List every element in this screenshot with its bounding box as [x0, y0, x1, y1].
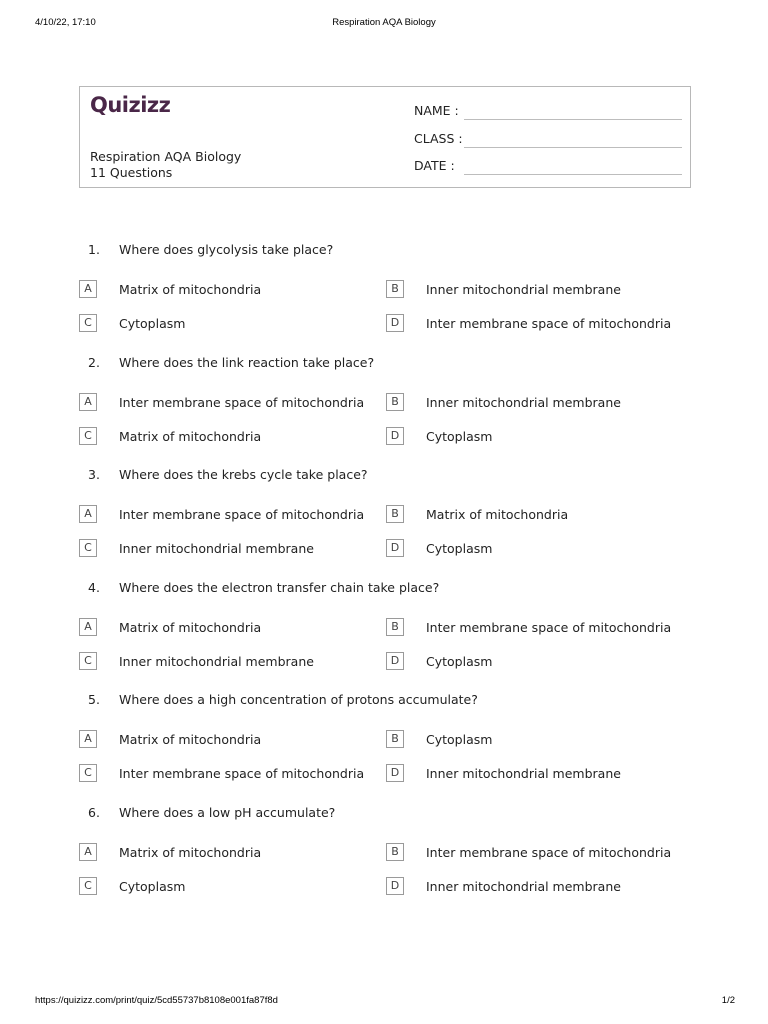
option-letter-box: D [386, 427, 404, 445]
option-text: Cytoplasm [426, 428, 493, 444]
option-letter-box: C [79, 427, 97, 445]
question-number: 3. [88, 467, 100, 482]
question-text [79, 465, 368, 485]
option-text: Inter membrane space of mitochondria [119, 394, 365, 410]
option-letter-box: D [386, 764, 404, 782]
question-prompt: Where does glycolysis take place? [119, 242, 334, 257]
quiz-header-box [79, 86, 691, 188]
date-field [414, 156, 682, 184]
option-text: Matrix of mitochondria [426, 507, 569, 522]
question-number: 2. [88, 354, 100, 370]
question-prompt: Where does a low pH accumulate? [119, 804, 336, 820]
option-text: Matrix of mitochondria [119, 282, 262, 297]
option-letter-box: B [386, 280, 404, 298]
option-letter-box: C [79, 652, 97, 670]
option-text: Inner mitochondrial membrane [426, 394, 621, 410]
option-text: Cytoplasm [119, 316, 186, 331]
option-letter-box: C [79, 877, 97, 895]
page-number: 1/2 [721, 995, 735, 1006]
name-field [414, 101, 682, 129]
question-3 [79, 465, 691, 578]
question-2 [79, 353, 691, 466]
option-text: Cytoplasm [119, 878, 186, 894]
option-letter-box: D [386, 877, 404, 895]
option-letter-box: B [386, 393, 404, 411]
option-letter-box: D [386, 314, 404, 332]
option-text: Inter membrane space of mitochondria [119, 507, 365, 522]
option-letter-box: A [79, 618, 97, 636]
question-prompt: Where does the electron transfer chain take place? [119, 579, 440, 595]
class-line [464, 147, 682, 148]
option-text: Cytoplasm [426, 541, 493, 556]
question-prompt: Where does a high concentration of protons accumulate? [119, 692, 478, 707]
question-count: 11 Questions [90, 165, 173, 180]
option-text: Inter membrane space of mitochondria [119, 766, 365, 781]
question-4 [79, 578, 691, 691]
option-text: Matrix of mitochondria [119, 428, 262, 444]
print-url: https://quizizz.com/print/quiz/5cd55737b8108e001fa87f8d [35, 995, 278, 1006]
question-text [79, 690, 478, 710]
quiz-title-block [90, 149, 241, 181]
date-line [464, 174, 682, 175]
print-datetime: 4/10/22, 17:10 [35, 17, 96, 28]
option-letter-box: B [386, 505, 404, 523]
print-header [0, 17, 768, 31]
quiz-title: Respiration AQA Biology [90, 149, 242, 164]
option-letter-box: D [386, 652, 404, 670]
question-prompt: Where does the krebs cycle take place? [119, 467, 368, 482]
option-letter-box: A [79, 280, 97, 298]
option-text: Cytoplasm [426, 653, 493, 669]
question-text [79, 240, 333, 260]
date-label: DATE : [414, 158, 455, 173]
option-text: Inner mitochondrial membrane [426, 766, 621, 781]
option-letter-box: D [386, 539, 404, 557]
question-5 [79, 690, 691, 803]
question-prompt: Where does the link reaction take place? [119, 354, 375, 370]
question-number: 4. [88, 579, 100, 595]
option-letter-box: C [79, 314, 97, 332]
class-field [414, 129, 682, 157]
option-letter-box: B [386, 730, 404, 748]
option-text: Inter membrane space of mitochondria [426, 316, 672, 331]
option-text: Matrix of mitochondria [119, 844, 262, 860]
option-letter-box: A [79, 393, 97, 411]
option-text: Inner mitochondrial membrane [426, 282, 621, 297]
option-text: Inner mitochondrial membrane [119, 653, 314, 669]
option-text: Cytoplasm [426, 732, 493, 747]
question-list [79, 240, 691, 915]
option-text: Matrix of mitochondria [119, 732, 262, 747]
student-fields [414, 101, 682, 184]
quizizz-logo: Quizizz [90, 93, 171, 117]
option-text: Inter membrane space of mitochondria [426, 619, 672, 635]
option-text: Inner mitochondrial membrane [426, 878, 621, 894]
option-letter-box: A [79, 505, 97, 523]
option-text: Matrix of mitochondria [119, 619, 262, 635]
class-label: CLASS : [414, 130, 463, 146]
option-text: Inner mitochondrial membrane [119, 541, 314, 556]
print-footer [0, 995, 768, 1009]
option-letter-box: B [386, 843, 404, 861]
question-1 [79, 240, 691, 353]
question-text [79, 803, 335, 823]
question-number: 6. [88, 804, 100, 820]
print-title: Respiration AQA Biology [332, 17, 436, 28]
option-letter-box: C [79, 539, 97, 557]
option-letter-box: A [79, 730, 97, 748]
option-letter-box: C [79, 764, 97, 782]
name-label: NAME : [414, 103, 459, 118]
option-letter-box: A [79, 843, 97, 861]
question-6 [79, 803, 691, 916]
question-text [79, 578, 439, 598]
question-number: 1. [88, 242, 100, 257]
option-text: Inter membrane space of mitochondria [426, 844, 672, 860]
question-text [79, 353, 374, 373]
option-letter-box: B [386, 618, 404, 636]
name-line [464, 119, 682, 120]
question-number: 5. [88, 692, 100, 707]
